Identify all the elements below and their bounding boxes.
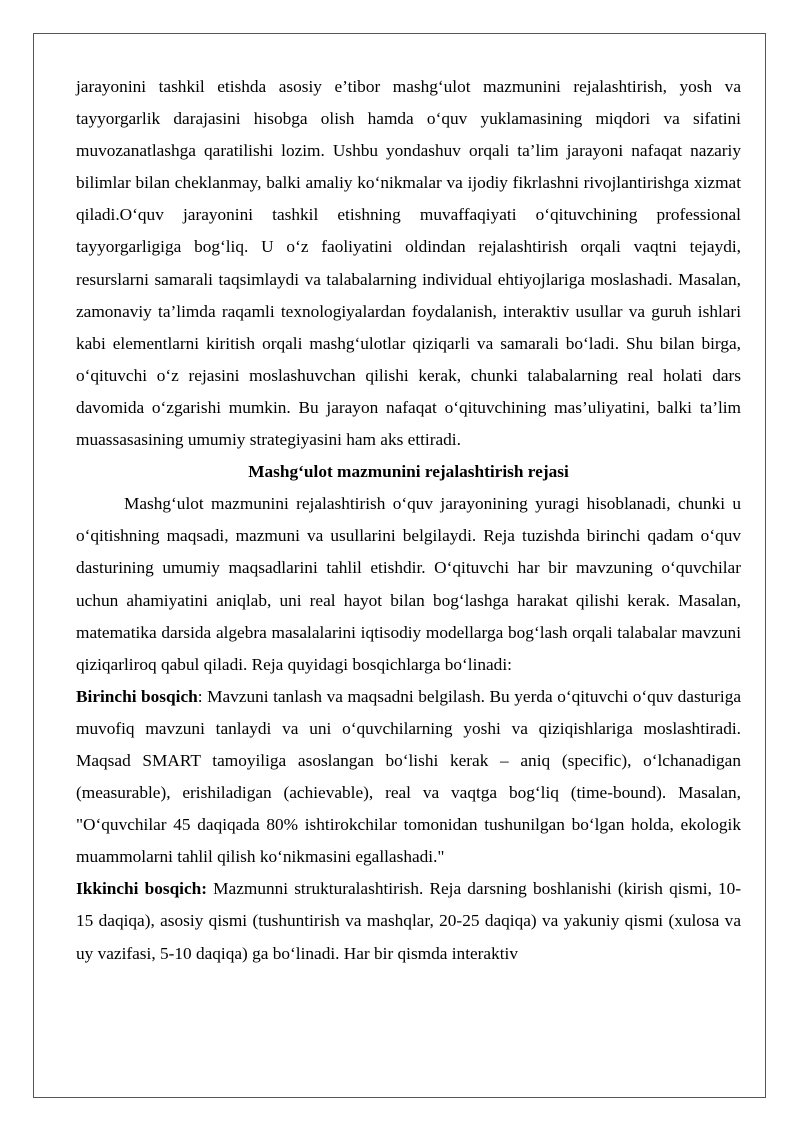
- stage-1-text: : Mavzuni tanlash va maqsadni belgilash. Bu yerda o‘qituvchi o‘quv dasturiga muvofiq mavzuni tanlaydi va uni o‘quvchilarning yoshi va qiziqishlariga moslashtiradi. Maqsad SMART tamoyiliga asoslangan bo‘lishi kerak – aniq (specific), o‘lchanadigan (measurable), erishiladigan (achievable), real va vaqtga bog‘liq (time-bound). Masalan, "O‘quvchilar 45 daqiqada 80% ishtirokchilar tomonidan tushunilgan bo‘lgan holda, ekologik muammolarni tahlil qilish ko‘nikmasini egallashadi.": [76, 686, 742, 867]
- document-body: [76, 71, 741, 970]
- stage-1-label: Birinchi bosqich: [76, 686, 198, 706]
- stage-1-paragraph: [76, 681, 741, 874]
- stage-2-text: Mazmunni strukturalashtirish. Reja darsning boshlanishi (kirish qismi, 10-15 daqiqa), asosiy qismi (tushuntirish va mashqlar, 20-25 daqiqa) va yakuniy qismi (xulosa va uy vazifasi, 5-10 daqiqa) ga bo‘linadi. Har bir qismda interaktiv: [76, 879, 742, 963]
- stage-2-paragraph: [76, 873, 741, 969]
- section-heading: Mashg‘ulot mazmunini rejalashtirish rejasi: [248, 462, 569, 482]
- intro-paragraph: jarayonini tashkil etishda asosiy e’tibor mashg‘ulot mazmunini rejalashtirish, yosh va tayyorgarlik darajasini hisobga olish hamda o‘quv yuklamasining miqdori va sifatini muvozanatlashga qaratilishi lozim. Ushbu yondashuv orqali ta’lim jarayoni nafaqat nazariy bilimlar bilan cheklanmay, balki amaliy ko‘nikmalar va ijodiy fikrlashni rivojlantirishga xizmat qiladi.O‘quv jarayonini tashkil etishning muvaffaqiyati o‘qituvchining professional tayyorgarligiga bog‘liq. U o‘z faoliyatini oldindan rejalashtirish orqali vaqtni tejaydi, resurslarni samarali taqsimlaydi va talabalarning individual ehtiyojlariga moslashadi. Masalan, zamonaviy ta’limda raqamli texnologiyalardan foydalanish, interaktiv usullar va guruh ishlari kabi elementlarni kiritish orqali mashg‘ulotlar qiziqarli va samarali bo‘ladi. Shu bilan birga, o‘qituvchi o‘z rejasini moslashuvchan qilishi kerak, chunki talabalarning real holati dars davomida o‘zgarishi mumkin. Bu jarayon nafaqat o‘qituvchining mas’uliyatini, balki ta’lim muassasasining umumiy strategiyasini ham aks ettiradi.: [76, 77, 741, 450]
- section-paragraph: Mashg‘ulot mazmunini rejalashtirish o‘quv jarayonining yuragi hisoblanadi, chunki u o‘qitishning maqsadi, mazmuni va usullarini belgilaydi. Reja tuzishda birinchi qadam o‘quv dasturining umumiy maqsadlarini tahlil etishdir. O‘qituvchi har bir mavzuning o‘quvchilar uchun ahamiyatini aniqlab, uni real hayot bilan bog‘lashga harakat qilishi kerak. Masalan, matematika darsida algebra masalalarini iqtisodiy modellarga bog‘lash orqali talabalar mavzuni qiziqarliroq qabul qiladi. Reja quyidagi bosqichlarga bo‘linadi:: [76, 494, 741, 674]
- stage-2-label: Ikkinchi bosqich:: [76, 879, 208, 899]
